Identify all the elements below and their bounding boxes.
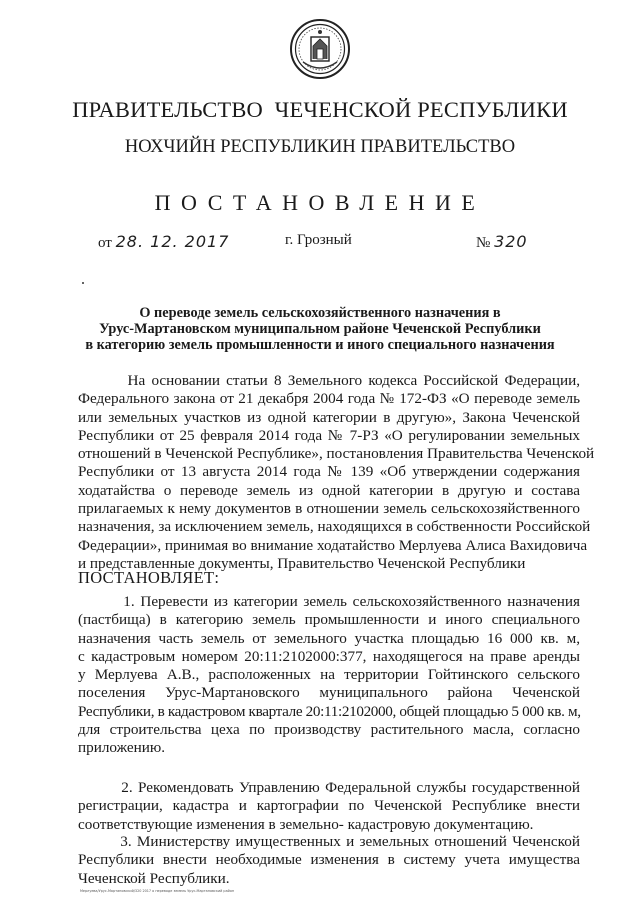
title-line: О переводе земель сельскохозяйственного назначения в [139, 305, 501, 321]
number-prefix: № [476, 235, 491, 251]
paragraph-line: отношений в Чеченской Республике», постановления Правительства Чеченской [78, 445, 595, 463]
date-prefix: от [98, 235, 112, 251]
document-type: ПОСТАНОВЛЕНИЕ [154, 190, 486, 215]
paragraph-line: для строительства цеха по производству растительного масла, согласно [78, 721, 580, 739]
resolve-word: ПОСТАНОВЛЯЕТ: [78, 568, 220, 587]
paragraph-line: На основании статьи 8 Земельного кодекса Российской Федерации, [78, 372, 580, 389]
paragraph-line: с кадастровым номером 20:11:2102000:377, находящегося на праве аренды [78, 647, 580, 665]
document-date [98, 232, 229, 252]
paragraph-line: прилагаемых к нему документов в отношении земель сельскохозяйственного [78, 500, 580, 518]
paragraph-line: Чеченской Республики. [78, 869, 230, 887]
preamble-paragraph [78, 372, 595, 573]
paragraph-line: приложению. [78, 739, 166, 757]
paragraph-line: ходатайства о переводе земель из одной категории в другую и состава [78, 481, 580, 499]
paragraph-line: 3. Министерству имущественных и земельных отношений Чеченской [78, 833, 580, 850]
paragraph-line: у Мерлуева А.В., расположенных на территории Гойтинского сельского [78, 666, 580, 684]
date-handwritten: 28. 12. 2017 [115, 232, 230, 251]
paragraph-line: Федерации», принимая во внимание ходатайство Мерлуева Алиса Вахидовича [78, 536, 588, 554]
document-title [60, 305, 580, 353]
paragraph-line: назначения часть земель от земельного участка площадью 16 000 кв. м, [78, 629, 580, 647]
paragraph-line: 1. Перевести из категории земель сельскохозяйственного назначения [78, 593, 580, 610]
number-handwritten: 320 [494, 232, 528, 251]
paragraph-line: Республики внести необходимые изменения в систему учета имущества [78, 851, 580, 869]
government-name-ru: ПРАВИТЕЛЬСТВО ЧЕЧЕНСКОЙ РЕСПУБЛИКИ [72, 97, 568, 122]
paragraph-line: регистрации, кадастра и картографии по Чеченской Республике внести [78, 797, 580, 815]
title-line: Урус-Мартановском муниципальном районе Чеченской Республики [99, 321, 541, 337]
title-line: в категорию земель промышленности и иного специального назначения [85, 337, 555, 353]
scan-speck [82, 282, 84, 284]
document-number [476, 232, 528, 252]
item-2-paragraph [78, 779, 580, 834]
paragraph-line: Федерального закона от 21 декабря 2004 года № 172-ФЗ «О переводе земель [78, 390, 580, 408]
government-name-ce: НОХЧИЙН РЕСПУБЛИКИН ПРАВИТЕЛЬСТВО [124, 137, 516, 157]
paragraph-line: Республики от 13 августа 2014 года № 139 «Об утверждении содержания [78, 463, 580, 481]
item-1-paragraph [78, 593, 580, 758]
paragraph-line: назначения, за исключением земель, находящихся в собственности Российской [78, 518, 591, 536]
paragraph-line: (пастбища) в категорию земель промышленности и иного специального [78, 611, 580, 629]
paragraph-line: или земельных участков из одной категории в другую», Закона Чеченской [78, 408, 580, 426]
document-city: г. Грозный [285, 232, 352, 248]
paragraph-line: и представленные документы, Правительство Чеченской Республики [78, 554, 526, 572]
paragraph-line: поселения Урус-Мартановского муниципального района Чеченской [78, 684, 580, 702]
coat-of-arms-icon [289, 18, 351, 80]
paragraph-line: Республики, в кадастровом квартале 20:11:2102000, общей площадью 5 000 кв. м, [78, 702, 581, 720]
paragraph-line: соответствующие изменения в земельно- кадастровую документацию. [78, 815, 534, 833]
paragraph-line: Республики от 25 февраля 2014 года № 7-РЗ «О регулировании земельных [78, 426, 580, 444]
paragraph-line: 2. Рекомендовать Управлению Федеральной службы государственной [78, 779, 580, 796]
item-3-paragraph [78, 833, 580, 888]
file-path-footer: Мерлуева/Урус-Мартановский/320 2017 о переводе земель Урус-Мартановский район [80, 889, 235, 893]
